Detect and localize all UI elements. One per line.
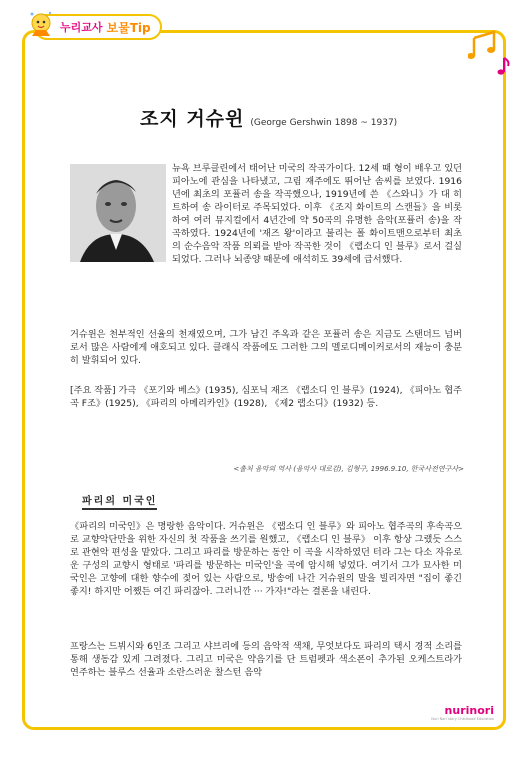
title-sub: (George Gershwin 1898 ~ 1937) bbox=[250, 118, 398, 128]
source-citation: <출처 음악의 역사 (음악사 대로감), 김형구, 1996.9.10, 한국사전연구사> bbox=[233, 465, 464, 473]
paragraph-works: [주요 작품] 가극 《포기와 베스》(1935), 심포닉 재즈 《랩소디 인 블루》(1924), 《피아노 협주곡 F조》(1925), 《파리의 아메리카인》(1928), 《제2 랩소디》(1932) 등. bbox=[70, 385, 462, 409]
paragraph-american-in-paris: 《파리의 미국인》은 명랑한 음악이다. 거슈윈은 《랩소디 인 블루》와 피아노 협주곡의 후속곡으로 교향악단만을 위한 자신의 첫 작품을 쓰기를 원했고, 《랩소디 인 블루》 이후 항상 그랬듯 스스로 관현악 편성을 맡았다. 그리고 파리를 방문하는 동안 이 곡을 시작하였던 터라 그는 다소 자유로운 구성의 교향시 형태로 '파리를 방문하는 미국인'을 곡에 암시해 넣었다. 여기서 그가 묘사한 미국인은 고향에 대한 향수에 젖어 있는 사람으로, 방송에 나간 거슈윈의 말을 빌리자면 "집이 좋긴 좋지! 하지만 어쨌든 여긴 파리잖아. 그러니깐 ··· 가자!"라는 결론을 내린다. bbox=[70, 521, 462, 597]
mascot-icon bbox=[28, 10, 54, 40]
title-main: 조지 거슈윈 bbox=[140, 108, 245, 130]
nurinori-logo: nurinori bbox=[444, 704, 494, 717]
page-title bbox=[140, 104, 440, 132]
bio-text: 뉴욕 브루클린에서 태어난 미국의 작곡가이다. 12세 때 형이 배우고 있던 피아노에 관심을 나타냈고, 그림 재주에도 뛰어난 솜씨를 보였다. 1916년에 최초의 포퓰러 송을 작곡했으나, 1919년에 쓴 《스와니》가 대 히트하여 송 라이터로 주목되었다. 이후 《조지 화이트의 스캔들》을 비롯하여 여러 뮤지컬에서 4년간에 약 50곡의 유명한 음악(포퓰러 송)을 작곡하였다. 1924년에 '재즈 왕'이라고 불리는 폴 화이트맨으로부터 최초의 순수음악 작품 의뢰를 받아 작곡한 것이 《랩소디 인 블루》로서 걸실되었다. 그러나 뇌종양 때문에 애석히도 39세에 급서했다. bbox=[172, 163, 462, 265]
page-frame bbox=[22, 30, 506, 730]
section-title: 파리의 미국인 bbox=[82, 492, 157, 510]
paragraph-legacy: 거슈윈은 천부적인 선율의 천재였으며, 그가 남긴 주옥과 같은 포퓰러 송은 지금도 스탠더드 넘버로서 많은 사람에게 애호되고 있다. 클래식 작품에도 그러한 그의 멜로디메이커로서의 재능이 충분히 발휘되어 있다. bbox=[70, 329, 462, 366]
portrait-photo bbox=[70, 164, 166, 262]
bio-section bbox=[70, 162, 462, 266]
badge-label-1: 누리교사 bbox=[60, 21, 103, 34]
paragraph-france-america: 프랑스는 드뷔시와 6인조 그리고 샤브리에 등의 음악적 색채, 무엇보다도 파리의 택시 경적 소리를 통해 생동감 있게 그려졌다. 그리고 미국은 약음기를 단 트럼펫과 색소폰이 추가된 오케스트라가 연주하는 블루스 선율과 소란스러운 찰스턴 음악 bbox=[70, 641, 462, 678]
music-notes-icon bbox=[468, 28, 512, 78]
logo-tagline: Nuri Nori story Childhood Education bbox=[431, 717, 494, 721]
badge-label-2: 보물Tip bbox=[106, 20, 151, 35]
